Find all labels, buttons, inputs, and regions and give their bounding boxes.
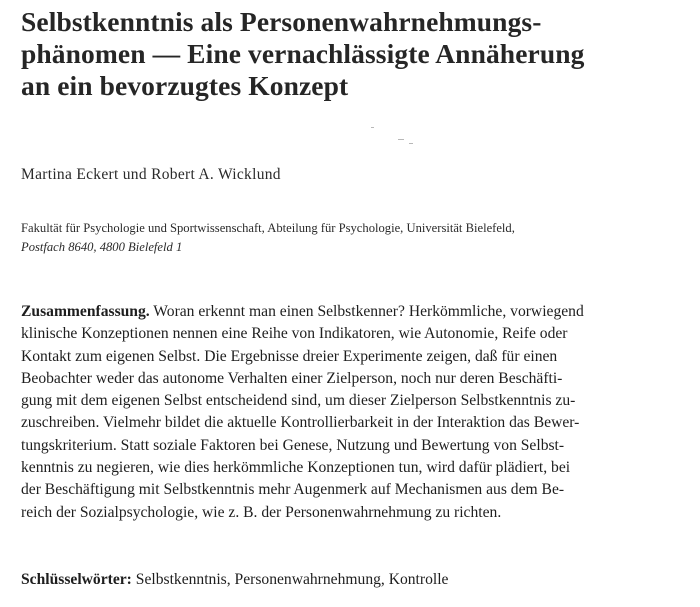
scan-speck (371, 127, 374, 128)
abstract-line: reich der Sozialpsychologie, wie z. B. der Personenwahrnehmung zu richten. (21, 503, 502, 521)
paper-title (21, 6, 681, 102)
abstract-line: kenntnis zu negieren, wie dies herkömmliche Konzeptionen tun, wird dafür plädiert, bei (21, 459, 571, 477)
scan-speck (398, 139, 404, 140)
abstract-line-1-text: Woran erkennt man einen Selbstkenner? Herkömmliche, vorwiegend (149, 303, 584, 320)
abstract-line: der Beschäftigung mit Selbstkenntnis mehr Augenmerk auf Mechanismen aus dem Be- (21, 481, 565, 499)
title-line-2: phänomen — Eine vernachlässigte Annäherung (21, 38, 585, 69)
abstract-line: Beobachter weder das autonome Verhalten einer Zielperson, noch nur deren Beschäfti- (21, 369, 563, 387)
keywords-text: Selbstkenntnis, Personenwahrnehmung, Kontrolle (131, 571, 449, 588)
author-list: Martina Eckert und Robert A. Wicklund (21, 166, 281, 183)
scan-speck (409, 143, 413, 144)
keywords (21, 571, 448, 589)
abstract-line: gung mit dem eigenen Selbst entscheidend sind, um dieser Zielperson Selbstkenntnis zu- (21, 392, 576, 410)
abstract-line: tungskriterium. Statt soziale Faktoren bei Genese, Nutzung und Bewertung von Selbst- (21, 436, 565, 454)
affiliation-line-2: Postfach 8640, 4800 Bielefeld 1 (21, 240, 183, 254)
keywords-label: Schlüsselwörter: (21, 571, 132, 588)
title-line-1: Selbstkenntnis als Personenwahrnehmungs- (21, 6, 542, 37)
abstract-label: Zusammenfassung. (21, 303, 150, 320)
abstract-line: Kontakt zum eigenen Selbst. Die Ergebnisse dreier Experimente zeigen, daß für einen (21, 347, 558, 365)
affiliation-line-1: Fakultät für Psychologie und Sportwissenschaft, Abteilung für Psychologie, Universität Bielefeld, (21, 221, 515, 235)
title-line-3: an ein bevorzugtes Konzept (21, 70, 349, 101)
abstract (21, 301, 693, 524)
abstract-line: klinische Konzeptionen nennen eine Reihe von Indikatoren, wie Autonomie, Reife oder (21, 325, 568, 343)
abstract-line: zuschreiben. Vielmehr bildet die aktuelle Kontrollierbarkeit in der Interaktion das Bewer- (21, 414, 580, 432)
affiliation (21, 219, 681, 257)
abstract-line-1 (21, 301, 693, 323)
